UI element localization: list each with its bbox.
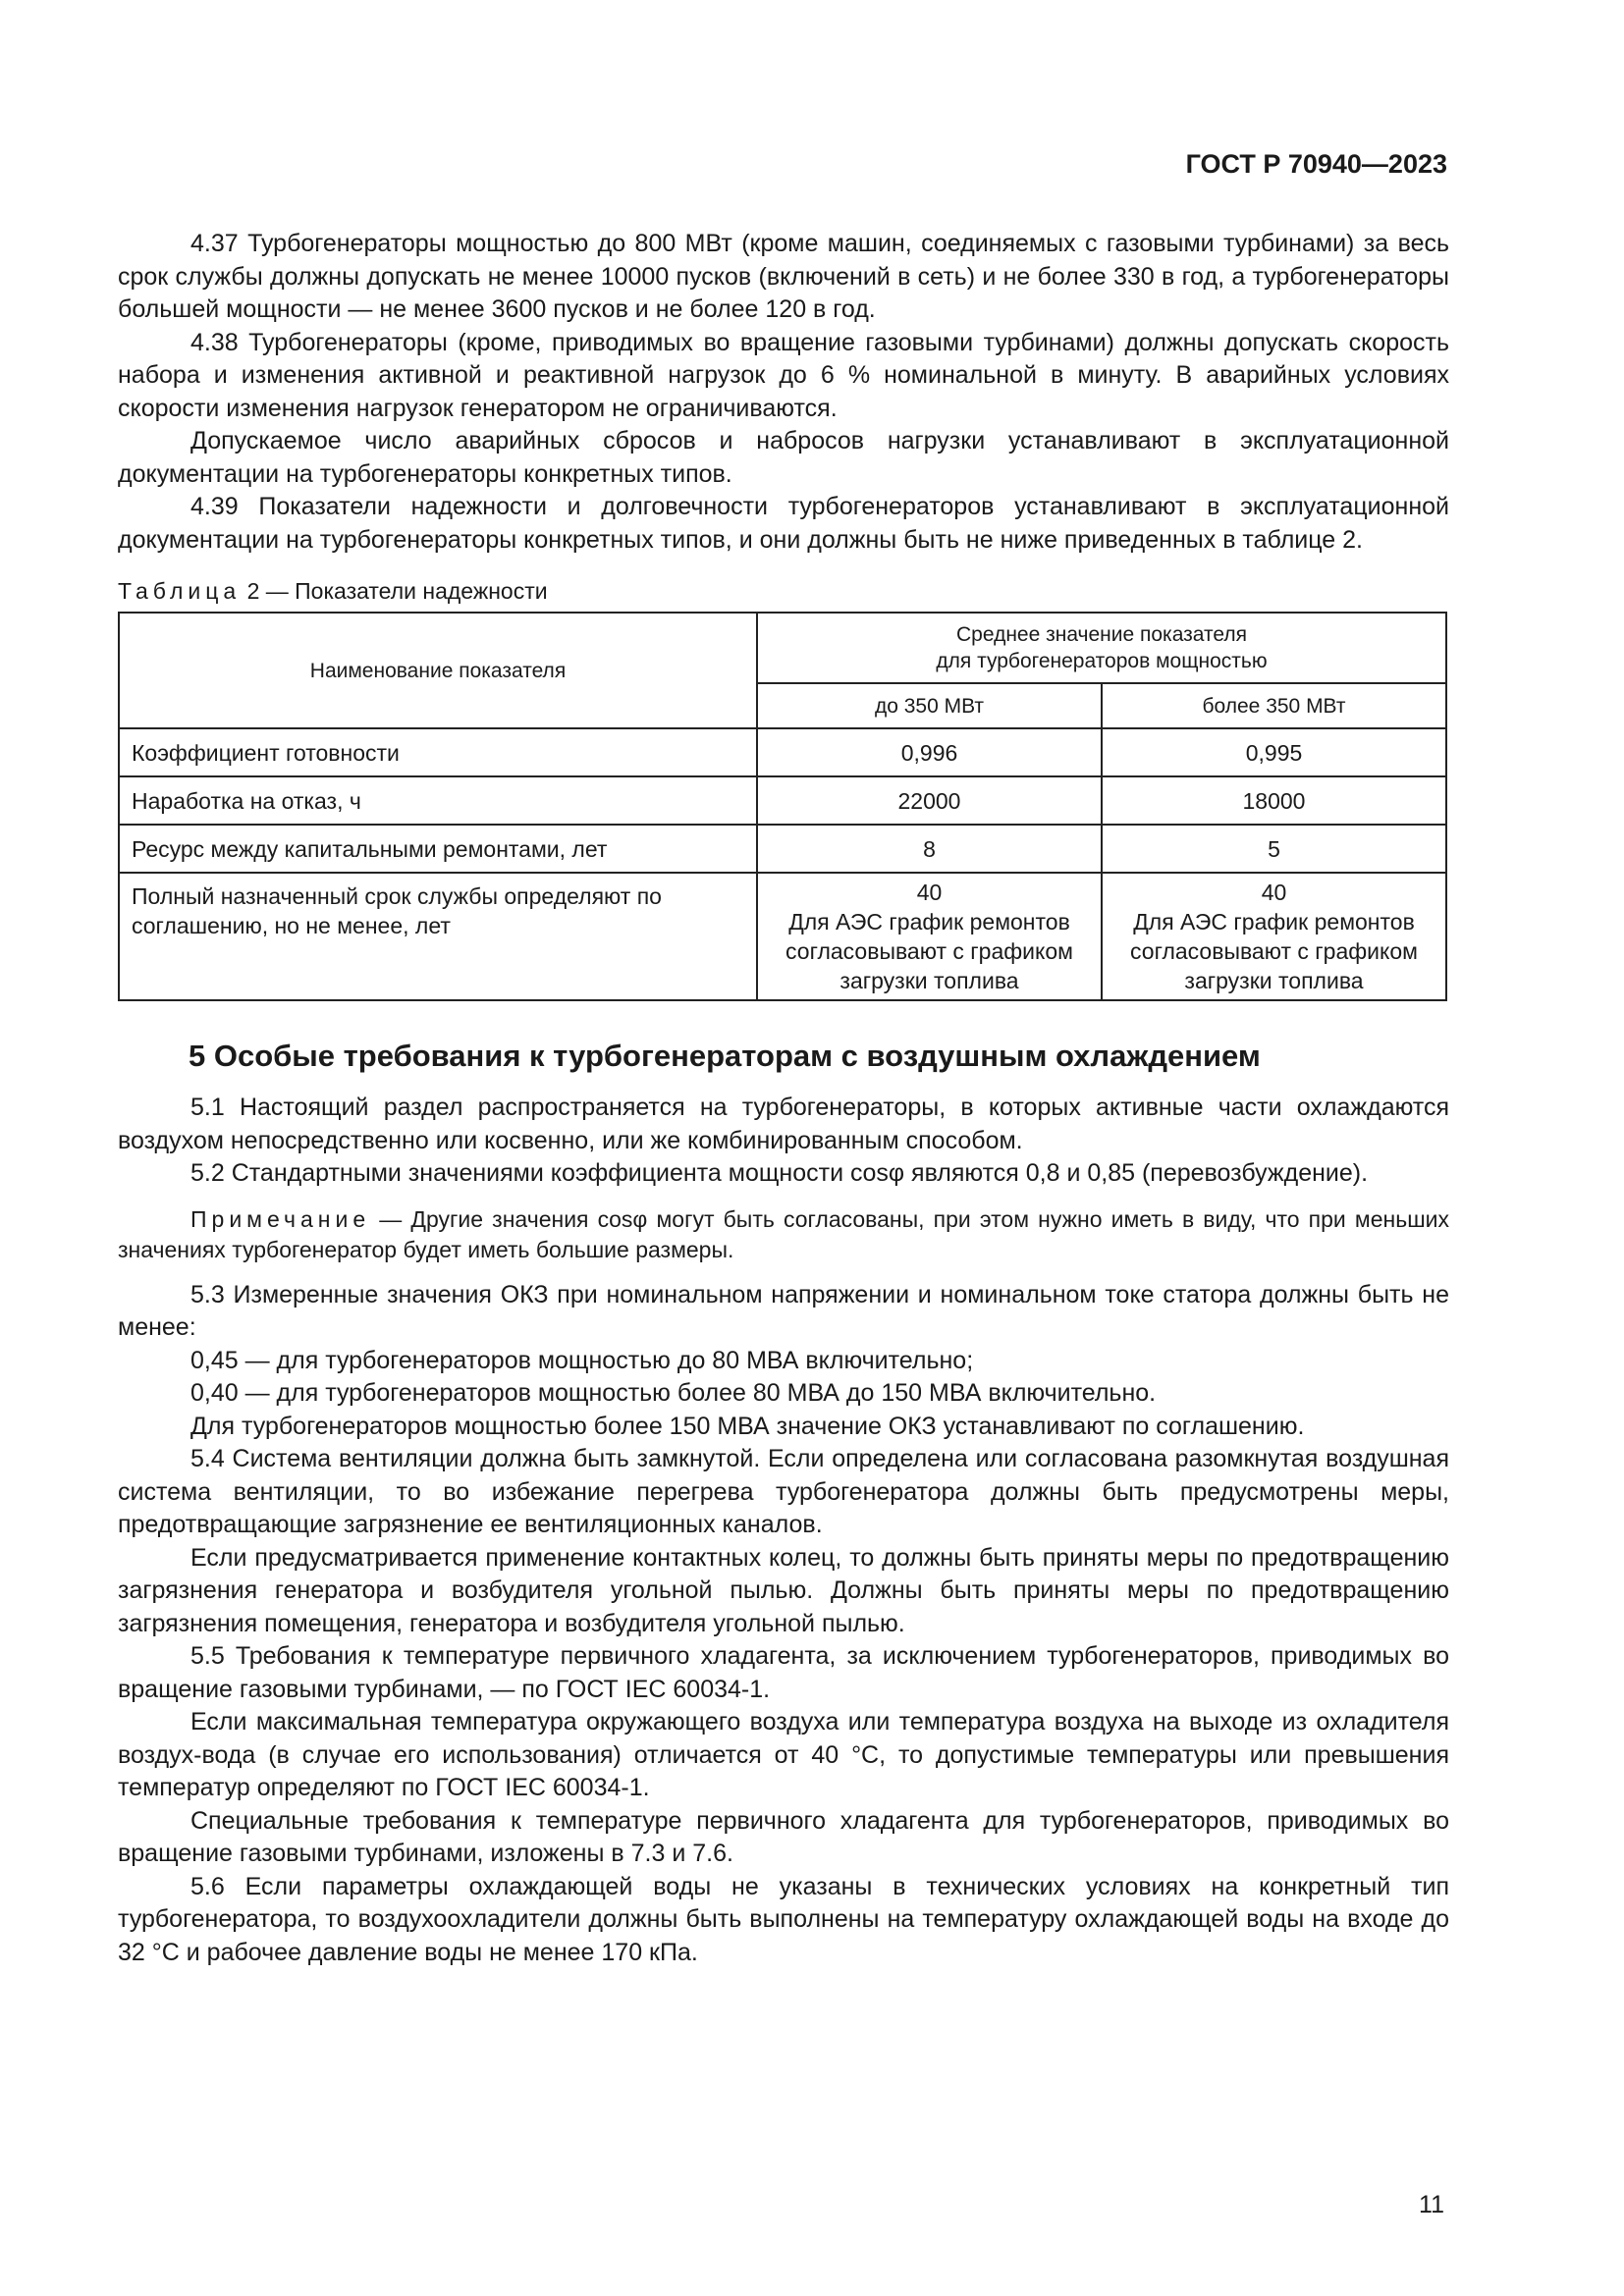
row-value-2: 0,995 bbox=[1102, 728, 1446, 776]
row-value-1: 8 bbox=[757, 825, 1102, 873]
paragraph-5-3: 5.3 Измеренные значения ОКЗ при номинальном напряжении и номинальном токе статора должны быть не менее: bbox=[118, 1280, 1449, 1341]
paragraph-5-3-item-1: 0,45 — для турбогенераторов мощностью до 80 МВА включительно; bbox=[190, 1346, 974, 1374]
paragraph-5-3-item-2: 0,40 — для турбогенераторов мощностью более 80 МВА до 150 МВА включительно. bbox=[190, 1379, 1157, 1407]
paragraph-5-4-cont: Если предусматривается применение контактных колец, то должны быть приняты меры по предотвращению загрязнения генератора и возбудителя угольной пылью. Должны быть приняты меры по предотвращению загрязнения помещения, генератора и возбудителя угольной пылью. bbox=[118, 1543, 1449, 1637]
document-header: ГОСТ Р 70940—2023 bbox=[1185, 149, 1447, 179]
paragraph-5-2: 5.2 Стандартными значениями коэффициента мощности cosφ являются 0,8 и 0,85 (перевозбуждение). bbox=[190, 1159, 1369, 1187]
row-name: Наработка на отказ, ч bbox=[119, 776, 757, 825]
row-name: Коэффициент готовности bbox=[119, 728, 757, 776]
paragraph-4-38: 4.38 Турбогенераторы (кроме, приводимых во вращение газовыми турбинами) должны допускать скорость набора и изменения активной и реактивной нагрузок до 6 % номинальной в минуту. В аварийных условиях скорости изменения нагрузок генератором не ограничиваются. bbox=[118, 328, 1449, 422]
row-name: Ресурс между капитальными ремонтами, лет bbox=[119, 825, 757, 873]
table-caption-word: Таблица bbox=[118, 578, 242, 604]
table-caption bbox=[118, 576, 1449, 606]
paragraph-5-4: 5.4 Система вентиляции должна быть замкнутой. Если определена или согласована разомкнутая воздушная система вентиляции, то во избежание перегрева турбогенератора должны быть предусмотрены меры, предотвращающие загрязнение ее вентиляционных каналов. bbox=[118, 1445, 1449, 1538]
row-value-2 bbox=[1102, 873, 1446, 1000]
section-5-heading: 5 Особые требования к турбогенераторам с воздушным охлаждением bbox=[189, 1039, 1261, 1073]
paragraph-5-3-cont: Для турбогенераторов мощностью более 150 МВА значение ОКЗ устанавливают по соглашению. bbox=[190, 1412, 1305, 1440]
row-value-1 bbox=[757, 873, 1102, 1000]
content-block bbox=[118, 228, 1449, 1969]
row-value-2: 18000 bbox=[1102, 776, 1446, 825]
table-row bbox=[119, 873, 1446, 1000]
paragraph-4-38-cont: Допускаемое число аварийных сбросов и набросов нагрузки устанавливают в эксплуатационной документации на турбогенераторы конкретных типов. bbox=[118, 427, 1449, 488]
note-text: — Другие значения cosφ могут быть согласованы, при этом нужно иметь в виду, что при меньших значениях турбогенератор будет иметь большие размеры. bbox=[118, 1205, 1449, 1262]
header-group-line2: для турбогенераторов мощностью bbox=[936, 650, 1268, 672]
note bbox=[118, 1204, 1449, 1265]
table-row bbox=[119, 728, 1446, 776]
paragraph-5-1: 5.1 Настоящий раздел распространяется на турбогенераторы, в которых активные части охлаждаются воздухом непосредственно или косвенно, или же комбинированным способом. bbox=[118, 1094, 1449, 1154]
header-group-line1: Среднее значение показателя bbox=[956, 623, 1247, 646]
row-value-2-note: Для АЭС график ремонтов согласовывают с графиком загрузки топлива bbox=[1130, 909, 1418, 993]
row-value-1: 22000 bbox=[757, 776, 1102, 825]
header-col-over-350: более 350 МВт bbox=[1102, 683, 1446, 728]
note-label: Примечание bbox=[190, 1205, 371, 1232]
paragraph-5-6: 5.6 Если параметры охлаждающей воды не указаны в технических условиях на конкретный тип турбогенератора, то воздухоохладители должны быть выполнены на температуру охлаждающей воды на входе до 32 °С и рабочее давление воды не менее 170 кПа. bbox=[118, 1872, 1449, 1966]
table-row bbox=[119, 825, 1446, 873]
page-number: 11 bbox=[1419, 2191, 1444, 2218]
paragraph-4-37: 4.37 Турбогенераторы мощностью до 800 МВт (кроме машин, соединяемых с газовыми турбинами) за весь срок службы должны допускать не менее 10000 пусков (включений в сеть) и не более 330 в год, а турбогенераторы большей мощности — не менее 3600 пусков и не более 120 в год. bbox=[118, 230, 1449, 323]
reliability-table bbox=[118, 612, 1447, 1001]
row-name: Полный назначенный срок службы определяют по соглашению, но не менее, лет bbox=[119, 873, 757, 1000]
paragraph-5-5-cont: Если максимальная температура окружающего воздуха или температура воздуха на выходе из охладителя воздух-вода (в случае его использования) отличается от 40 °С, то допустимые температуры или превышения температур определяют по ГОСТ IEC 60034-1. bbox=[118, 1708, 1449, 1801]
row-value-1-number: 40 bbox=[916, 880, 943, 905]
table-header-row bbox=[119, 613, 1446, 683]
table-row bbox=[119, 776, 1446, 825]
row-value-2: 5 bbox=[1102, 825, 1446, 873]
paragraph-5-5-special: Специальные требования к температуре первичного хладагента для турбогенераторов, приводимых во вращение газовыми турбинами, изложены в 7.3 и 7.6. bbox=[118, 1806, 1449, 1867]
header-col-up-to-350: до 350 МВт bbox=[757, 683, 1102, 728]
table-caption-text: 2 — Показатели надежности bbox=[246, 578, 548, 604]
paragraph-4-39: 4.39 Показатели надежности и долговечности турбогенераторов устанавливают в эксплуатационной документации на турбогенераторы конкретных типов, и они должны быть не ниже приведенных в таблице 2. bbox=[118, 493, 1449, 554]
paragraph-5-5: 5.5 Требования к температуре первичного хладагента, за исключением турбогенераторов, приводимых во вращение газовыми турбинами, — по ГОСТ IEC 60034-1. bbox=[118, 1642, 1449, 1703]
row-value-2-number: 40 bbox=[1261, 880, 1287, 905]
header-average-value bbox=[757, 613, 1446, 683]
row-value-1: 0,996 bbox=[757, 728, 1102, 776]
row-value-1-note: Для АЭС график ремонтов согласовывают с графиком загрузки топлива bbox=[785, 909, 1073, 993]
header-indicator-name: Наименование показателя bbox=[119, 613, 757, 728]
